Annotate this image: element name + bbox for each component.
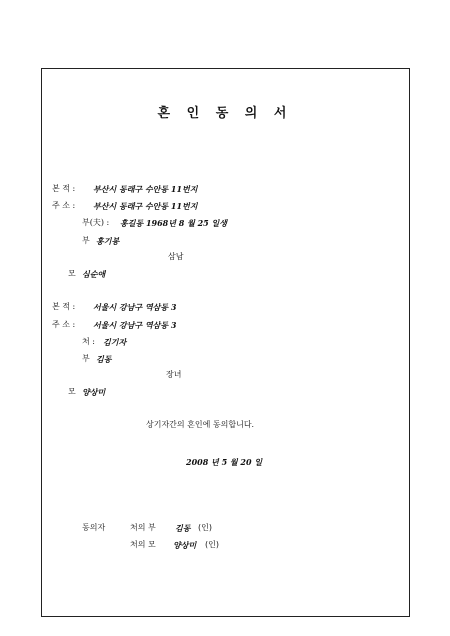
bride-bonjeok-value: 서울시 강남구 역삼동 3 <box>93 302 177 312</box>
bride-juso-label: 주 소 : <box>52 320 76 329</box>
bride-wife-label: 처 : <box>82 337 95 346</box>
groom-relation: 삼남 <box>168 252 184 261</box>
groom-father-value: 홍기봉 <box>96 236 120 246</box>
bride-mother-value: 양상미 <box>82 387 106 397</box>
groom-husband-value: 홍길동 1968년 8 월 25 일생 <box>120 218 227 228</box>
signer2-name: 양상미 <box>173 540 197 550</box>
groom-juso-value: 부산시 동래구 수안동 11번지 <box>93 201 198 211</box>
bride-mother-label: 모 <box>68 387 76 396</box>
groom-juso-label: 주 소 : <box>52 201 76 210</box>
signer1-role: 처의 부 <box>130 523 156 532</box>
signer2-role: 처의 모 <box>130 540 156 549</box>
groom-mother-value: 심순애 <box>82 269 106 279</box>
document-frame <box>41 68 410 617</box>
groom-bonjeok-label: 본 적 : <box>52 184 76 193</box>
groom-bonjeok-value: 부산시 동래구 수안동 11번지 <box>93 184 198 194</box>
bride-father-value: 김동 <box>96 354 112 364</box>
bride-wife-value: 김기자 <box>103 337 127 347</box>
bride-bonjeok-label: 본 적 : <box>52 302 76 311</box>
signer1-name: 김동 <box>175 523 191 533</box>
consent-date: 2008 년 5 월 20 일 <box>186 457 263 467</box>
bride-relation: 장녀 <box>166 370 182 379</box>
bride-father-label: 부 <box>82 354 90 363</box>
groom-mother-label: 모 <box>68 269 76 278</box>
consent-statement: 상기자간의 혼인에 동의합니다. <box>146 420 255 429</box>
document-title: 혼 인 동 의 서 <box>157 106 293 121</box>
signer1-seal: (인) <box>198 523 212 532</box>
groom-father-label: 부 <box>82 236 90 245</box>
signer2-seal: (인) <box>205 540 219 549</box>
groom-husband-label: 부(夫) : <box>82 218 110 227</box>
bride-juso-value: 서울시 강남구 역삼동 3 <box>93 320 177 330</box>
signers-label: 동의자 <box>82 523 106 532</box>
